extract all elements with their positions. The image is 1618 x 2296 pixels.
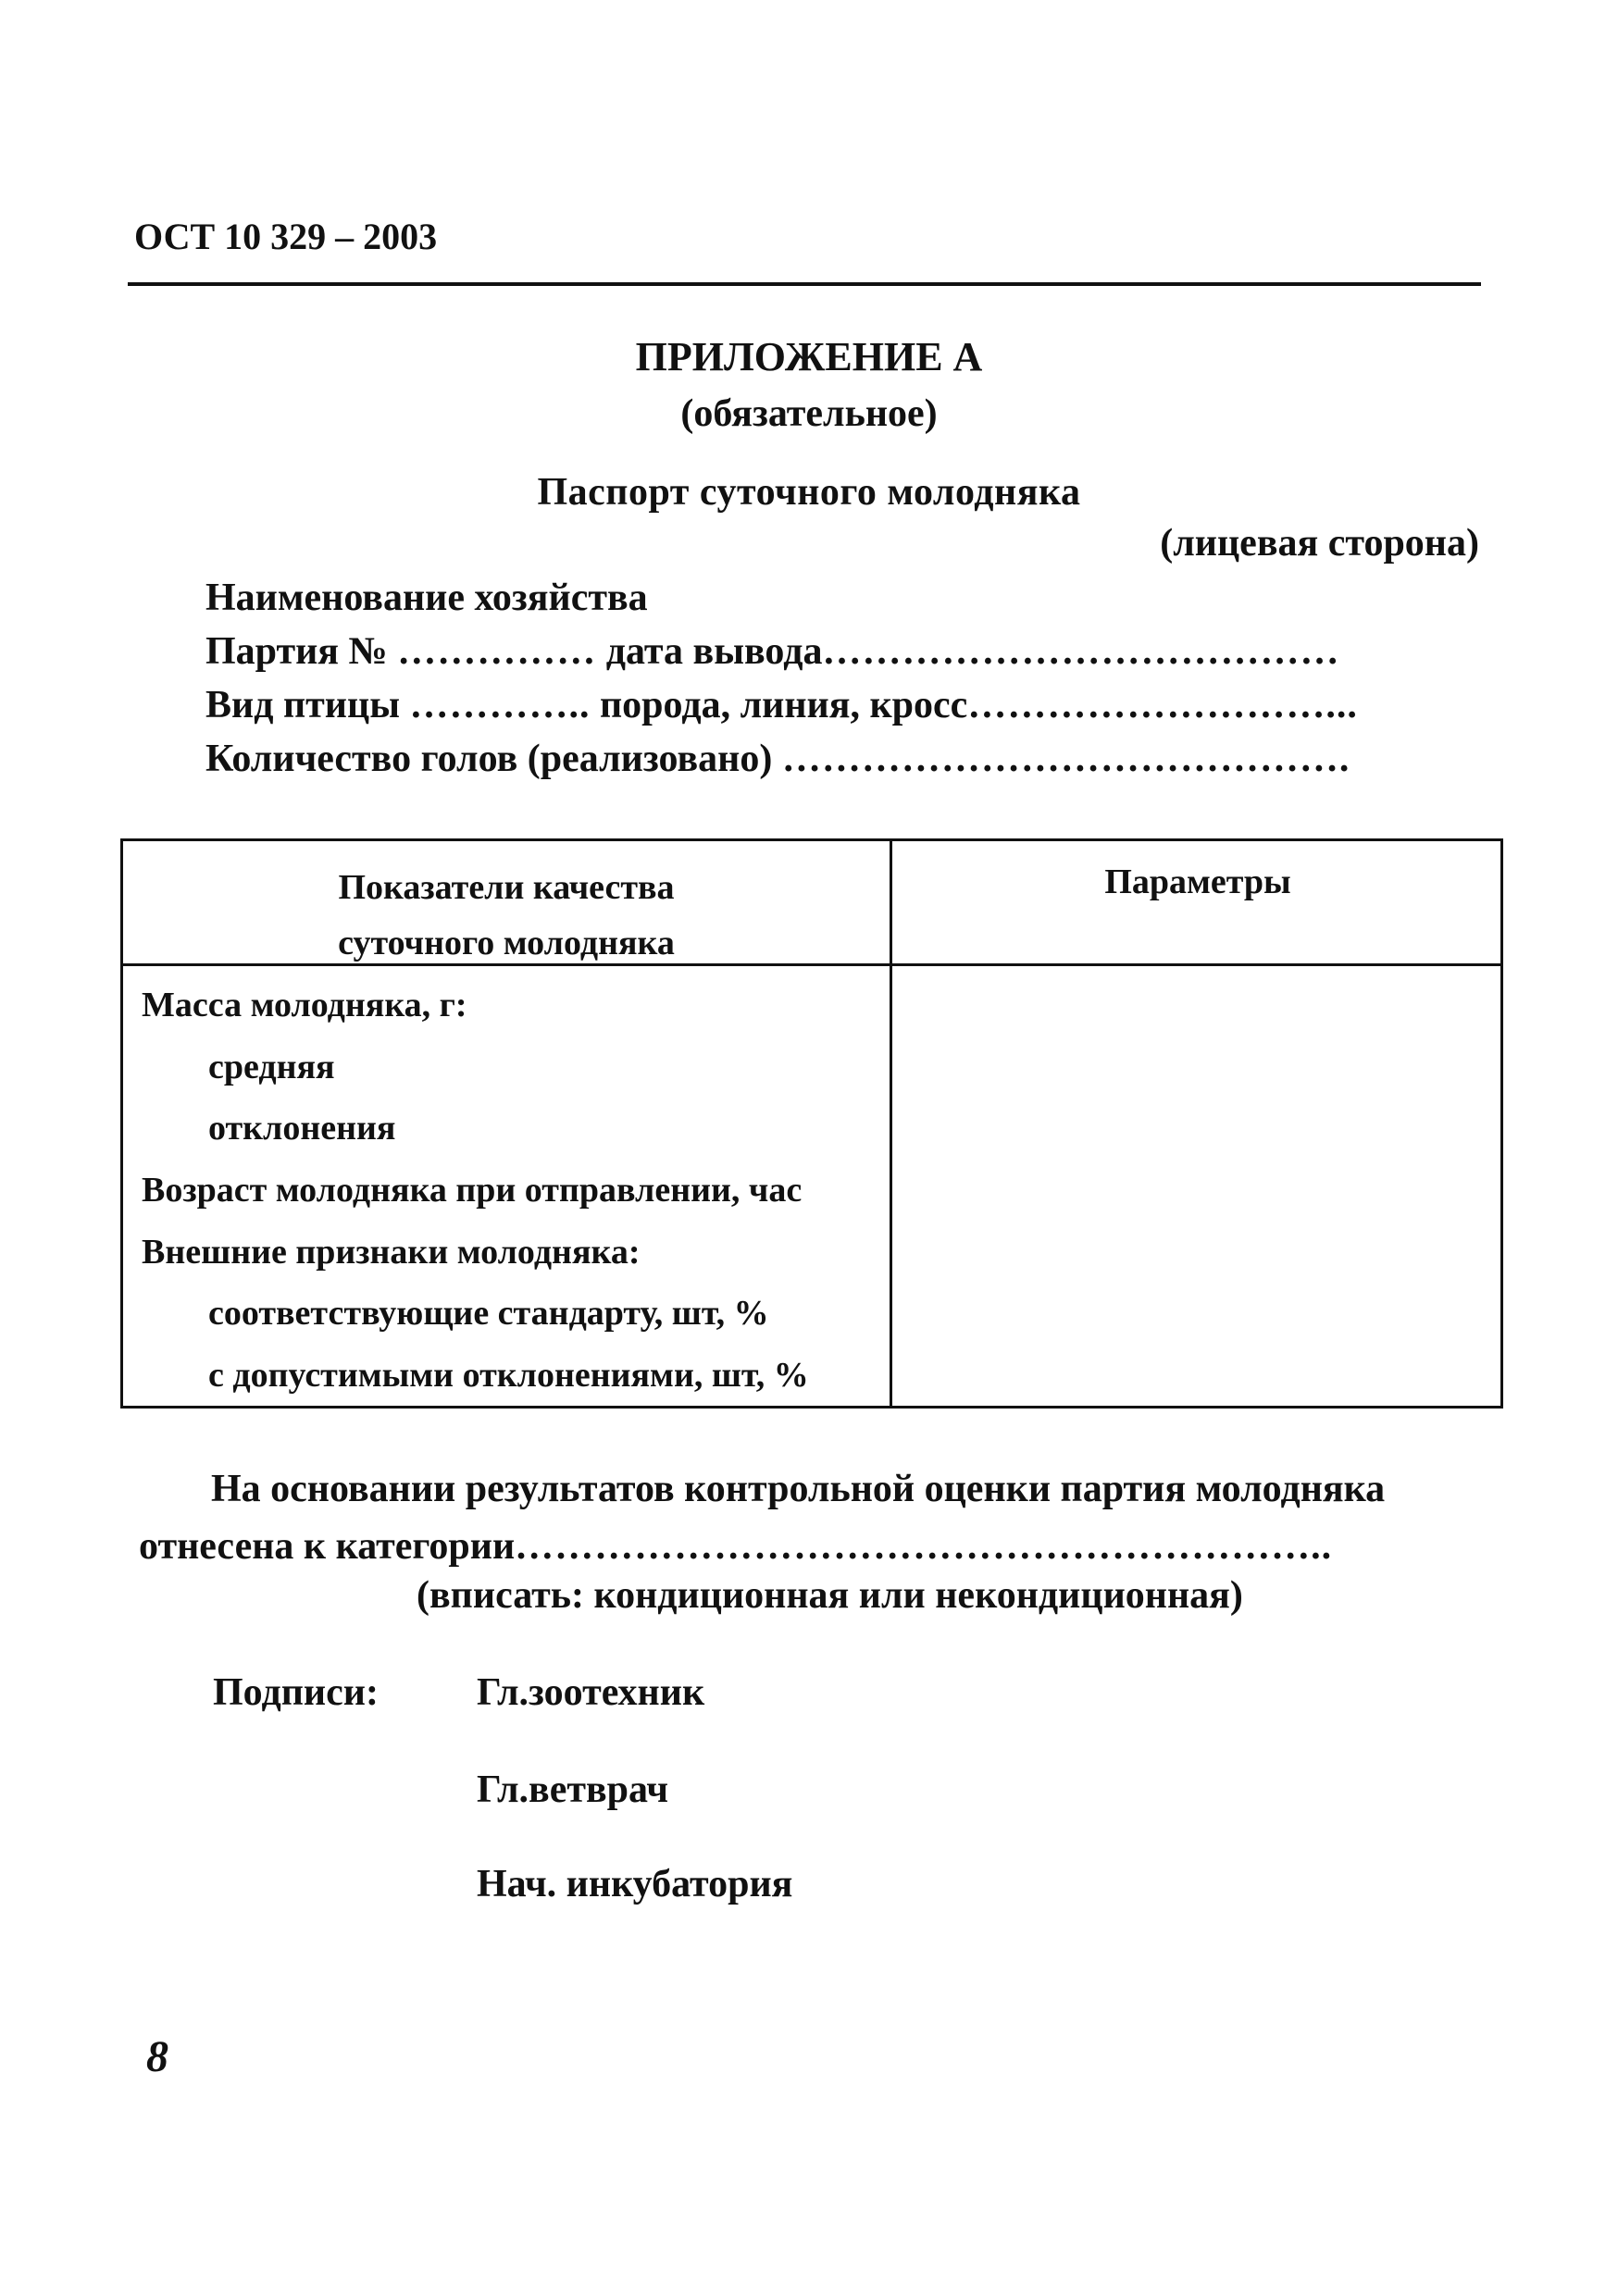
bird-type-label: Вид птицы <box>205 684 400 726</box>
table-row: Возраст молодняка при отправлении, час <box>142 1171 803 1210</box>
standard-code: ОСТ 10 329 – 2003 <box>134 216 438 257</box>
category-line <box>139 1524 1332 1569</box>
signatures-label: Подписи: <box>213 1671 379 1714</box>
page-number: 8 <box>146 2032 168 2081</box>
table-row: с допустимыми отклонениями, шт, % <box>208 1356 809 1395</box>
batch-dots: …………… <box>397 630 597 673</box>
table-header-indicators <box>123 860 890 971</box>
bird-type-dots: ………….. <box>409 684 591 726</box>
breed-label: порода, линия, кросс <box>599 684 968 726</box>
table-header-indicators-line2: суточного молодняка <box>338 924 675 962</box>
table-row: соответствующие стандарту, шт, % <box>208 1294 769 1333</box>
batch-label: Партия № <box>205 630 388 673</box>
side-note: (лицевая сторона) <box>1160 522 1479 565</box>
table-header-parameters: Параметры <box>1104 863 1291 901</box>
table-header-indicators-line1: Показатели качества <box>338 868 675 907</box>
signer-chief-zootechnician: Гл.зоотехник <box>477 1671 705 1714</box>
hatch-date-dots: ………………………………… <box>822 630 1340 673</box>
hatch-date-label: дата вывода <box>605 630 823 673</box>
table-row: Внешние признаки молодняка: <box>142 1233 641 1272</box>
breed-dots: ………………………... <box>967 684 1358 726</box>
table-column-divider <box>890 841 892 1406</box>
category-dots: …………………………………………………….. <box>515 1525 1333 1568</box>
farm-name-label: Наименование хозяйства <box>205 577 648 619</box>
count-line <box>205 737 1350 781</box>
appendix-status: (обязательное) <box>680 392 938 435</box>
category-hint: (вписать: кондиционная или некондиционная) <box>417 1574 1243 1617</box>
table-row: средняя <box>208 1048 335 1086</box>
table-row: Масса молодняка, г: <box>142 986 467 1024</box>
conclusion-text: На основании результатов контрольной оценки партия молодняка <box>211 1468 1386 1510</box>
signer-chief-veterinarian: Гл.ветврач <box>477 1769 669 1811</box>
bird-type-line <box>205 683 1358 727</box>
count-dots: ……………………………………. <box>781 738 1350 780</box>
appendix-title: ПРИЛОЖЕНИЕ А <box>635 334 983 379</box>
category-label: отнесена к категории <box>139 1525 516 1568</box>
count-label: Количество голов (реализовано) <box>205 738 773 780</box>
quality-table <box>120 838 1503 1409</box>
farm-name-line <box>205 576 648 620</box>
batch-line <box>205 629 1339 674</box>
document-title: Паспорт суточного молодняка <box>537 471 1081 514</box>
table-row: отклонения <box>208 1109 396 1148</box>
header-divider <box>128 282 1481 286</box>
signer-hatchery-head: Нач. инкубатория <box>477 1863 793 1905</box>
